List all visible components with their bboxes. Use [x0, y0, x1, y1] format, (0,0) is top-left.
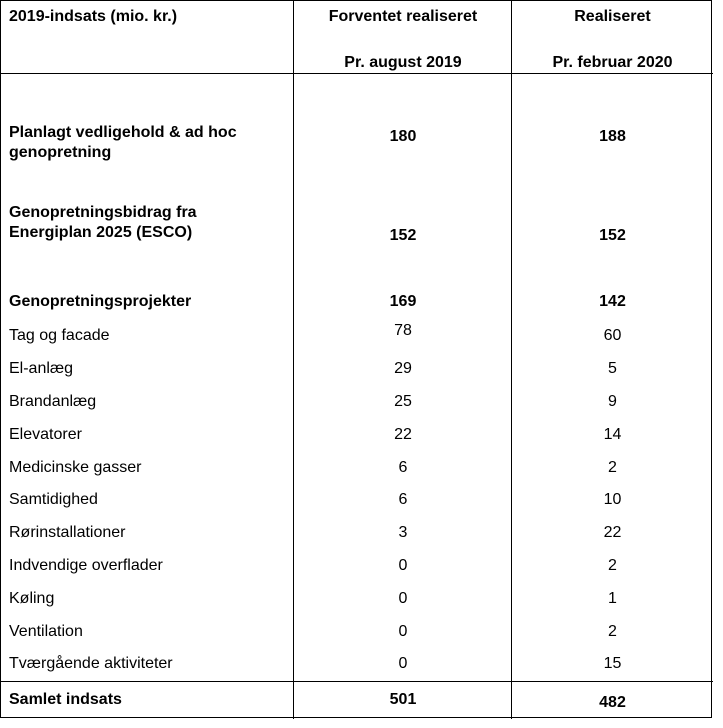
row-realiseret: 2: [608, 459, 617, 476]
row-label: Brandanlæg: [9, 393, 97, 410]
row-label: Rørinstallationer: [9, 524, 126, 541]
row-realiseret: 1: [608, 590, 617, 607]
header-col3-line1: Realiseret: [574, 8, 651, 25]
header-col3-line2: Pr. februar 2020: [552, 54, 673, 71]
total-realiseret: 482: [599, 694, 626, 711]
row-realiseret: 15: [603, 655, 622, 672]
row-label: Ventilation: [9, 623, 83, 640]
row-label: Genopretningsbidrag fra Energiplan 2025 (ESCO): [9, 204, 197, 241]
row-realiseret: 5: [608, 360, 617, 377]
row-realiseret: 14: [603, 426, 622, 443]
row-forventet: 6: [398, 459, 408, 476]
row-label: Planlagt vedligehold & ad hoc genopretning: [9, 124, 237, 161]
row-realiseret: 152: [599, 227, 626, 244]
row-forventet: 25: [394, 393, 412, 410]
row-label: Genopretningsprojekter: [9, 293, 192, 310]
row-realiseret: 60: [603, 327, 622, 344]
total-label: Samlet indsats: [9, 691, 122, 708]
total-divider: [1, 681, 713, 682]
row-label: El-anlæg: [9, 360, 74, 377]
row-forventet: 0: [398, 655, 408, 672]
row-realiseret: 2: [608, 557, 617, 574]
row-forventet: 0: [398, 623, 408, 640]
row-label: Køling: [9, 590, 55, 607]
row-forventet: 152: [389, 227, 417, 244]
row-realiseret: 188: [599, 128, 626, 145]
row-realiseret: 10: [603, 491, 622, 508]
row-realiseret: 22: [603, 524, 622, 541]
header-col2-line1: Forventet realiseret: [328, 8, 478, 25]
row-forventet: 0: [398, 557, 408, 574]
row-forventet: 180: [389, 128, 417, 145]
row-realiseret: 2: [608, 623, 617, 640]
row-realiseret: 9: [608, 393, 617, 410]
row-forventet: 29: [394, 360, 412, 377]
header-col1: 2019-indsats (mio. kr.): [9, 8, 178, 25]
total-forventet: 501: [389, 691, 417, 708]
row-forventet: 78: [394, 322, 412, 339]
header-divider: [1, 73, 713, 74]
row-label: Samtidighed: [9, 491, 98, 508]
header-col2-line2: Pr. august 2019: [344, 54, 462, 71]
row-forventet: 22: [394, 426, 412, 443]
row-label: Medicinske gasser: [9, 459, 142, 476]
row-label: Elevatorer: [9, 426, 82, 443]
row-forventet: 169: [389, 293, 417, 310]
row-forventet: 3: [398, 524, 408, 541]
row-label: Tværgående aktiviteter: [9, 655, 173, 672]
row-label: Tag og facade: [9, 327, 110, 344]
row-realiseret: 142: [599, 293, 626, 310]
row-forventet: 0: [398, 590, 408, 607]
row-label: Indvendige overflader: [9, 557, 163, 574]
row-forventet: 6: [398, 491, 408, 508]
